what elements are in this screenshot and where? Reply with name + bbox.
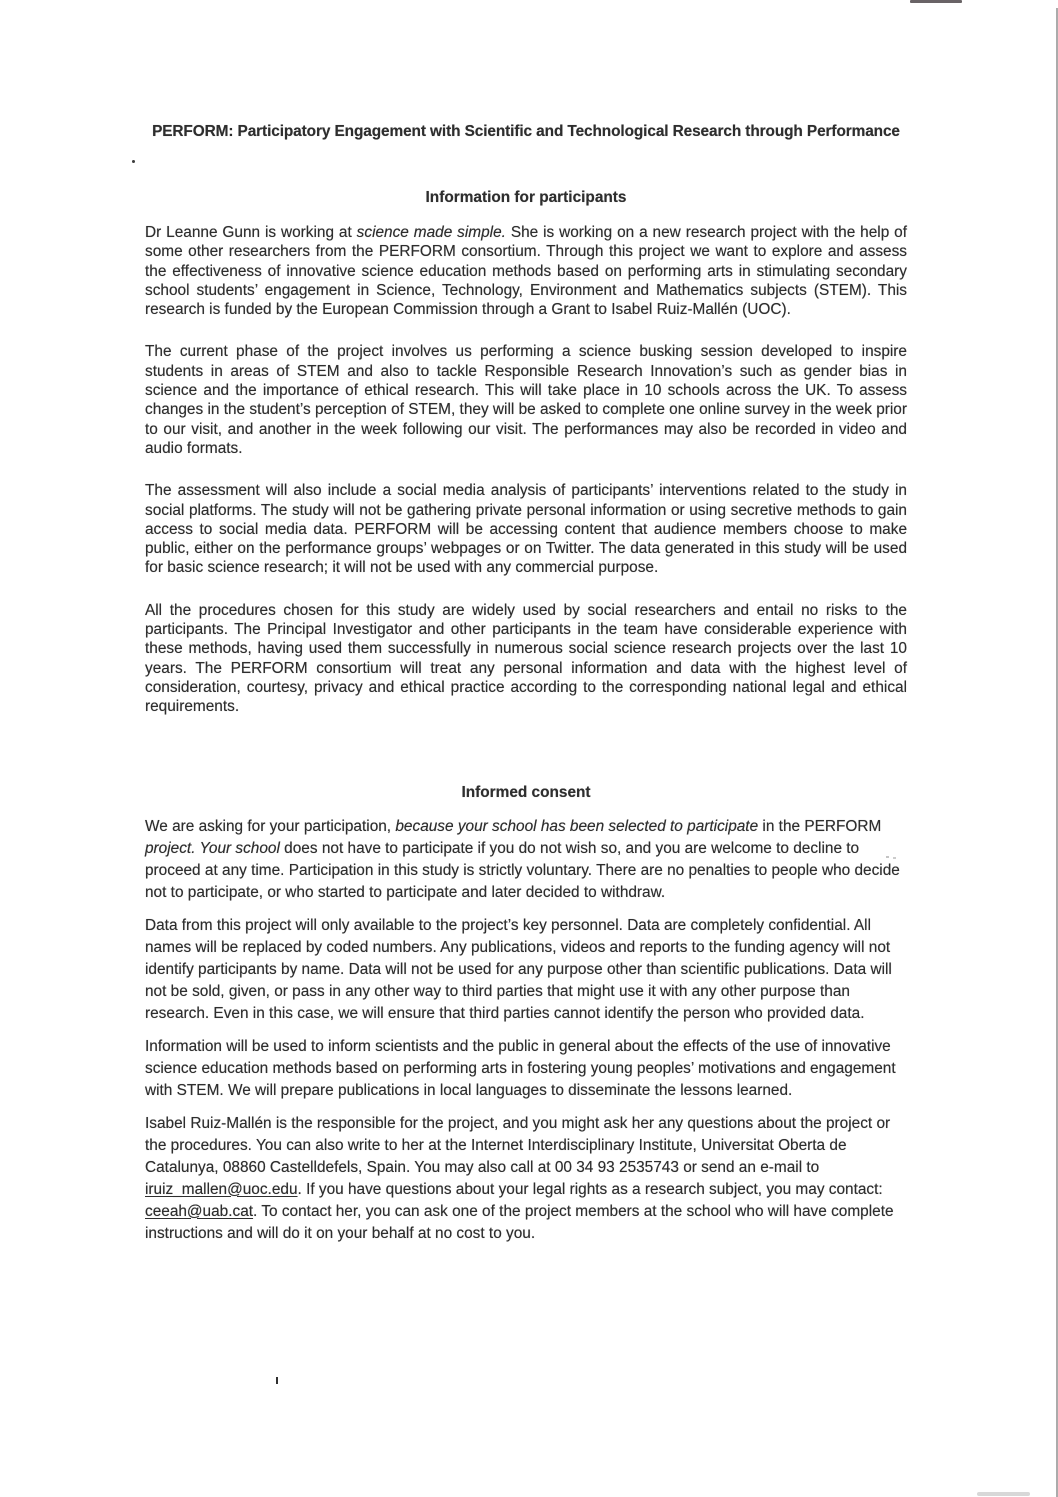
scan-artifact-bottom-smudge	[977, 1492, 1030, 1496]
text-run: . To contact her, you can ask one of the project members at the school who will have complete instructions and will do it on your behalf at no cost to you.	[145, 1202, 894, 1242]
text-run: . If you have questions about your legal rights as a research subject, you may contact:	[297, 1180, 883, 1198]
text-run: She is working on a new research project with the help of some other researchers from the PERFORM consortium. Through this project we want to explore and assess the effectiveness of innovative science education methods based on performing arts in stimulating secondary school students’ engagement in Science, Technology, Environment and Mathematics subjects (STEM). This research is funded by the European Commission through a Grant to Isabel Ruiz-Mallén (UOC).	[145, 224, 907, 319]
document-content	[145, 122, 907, 1256]
scan-artifact-stray-dot	[132, 160, 135, 163]
text-run: project. Your school	[145, 839, 280, 857]
paragraph-data-confidentiality	[145, 915, 907, 1025]
paragraph-participation-voluntary	[145, 816, 907, 904]
paragraph-contact-details	[145, 1113, 907, 1245]
paragraph-social-media-analysis	[145, 481, 907, 577]
text-run: The current phase of the project involves us performing a science busking session developed to inspire students in areas of STEM and also to tackle Responsible Research Innovation’s such as gender bias in science and the importance of ethical research. This will take place in 10 schools across the UK. To assess changes in the student’s perception of STEM, they will be asked to complete one online survey in the week prior to our visit, and another in the week following our visit. The performances may also be recorded in video and audio formats.	[145, 343, 907, 457]
scan-artifact-top-bar	[910, 0, 962, 3]
document-title: PERFORM: Participatory Engagement with Scientific and Technological Research through Performance	[152, 123, 900, 140]
text-run: because your school has been selected to participate	[395, 817, 759, 835]
section-informed-consent	[145, 783, 907, 1245]
section-heading-informed-consent: Informed consent	[461, 783, 591, 801]
paragraph-procedures-risks	[145, 601, 907, 717]
section-information-for-participants	[145, 188, 907, 717]
text-run: The assessment will also include a social media analysis of participants’ interventions related to the study in social platforms. The study will not be gathering private personal information or using secretive methods to gain access to social media data. PERFORM will be accessing content that audience members choose to make public, either on the performance groups’ webpages or on Twitter. The data generated in this study will be used for basic science research; it will not be used with any commercial purpose.	[145, 482, 907, 577]
text-run: Information will be used to inform scientists and the public in general about the effects of the use of innovative science education methods based on performing arts in fostering young peoples’ motivations and engagement with STEM. We will prepare publications in local languages to disseminate the lessons learned.	[145, 1037, 896, 1099]
text-run: science made simple.	[356, 224, 506, 241]
text-run: Dr Leanne Gunn is working at	[145, 224, 357, 241]
text-run: Isabel Ruiz-Mallén is the responsible for the project, and you might ask her any questions about the project or the procedures. You can also write to her at the Internet Interdisciplinary Institute, Universitat Oberta de Catalunya, 08860 Castelldefels, Spain. You may also call at 00 34 93 2535743 or send an e-mail to	[145, 1114, 891, 1176]
text-run: Data from this project will only available to the project’s key personnel. Data are completely confidential. All names will be replaced by coded numbers. Any publications, videos and reports to the funding agency will not identify participants by name. Data will not be used for any purpose other than scientific publications. Data will not be sold, given, or pass in any other way to third parties that might use it with any other purpose than research. Even in this case, we will ensure that third parties cannot identify the person who provided data.	[145, 916, 892, 1022]
scan-artifact-stray-tick	[276, 1377, 278, 1384]
section-heading-information: Information for participants	[425, 189, 627, 206]
paragraph-information-use	[145, 1036, 907, 1102]
text-run: does not have to participate if you do not wish so, and you are welcome to decline to proceed at any time. Participation in this study is strictly voluntary. There are no penalties to people who decide not to participate, or who started to participate and later decided to withdraw.	[145, 839, 900, 901]
text-run: in the PERFORM	[758, 817, 882, 835]
paragraph-current-phase	[145, 342, 907, 458]
text-run: iruiz_mallen@uoc.edu	[145, 1180, 298, 1198]
paragraph-project-intro	[145, 223, 907, 319]
text-run: We are asking for your participation,	[145, 817, 396, 835]
text-run: All the procedures chosen for this study are widely used by social researchers and entail no risks to the participants. The Principal Investigator and other participants in the team have considerable experience with these methods, having used them successfully in numerous social science research projects over the last 10 years. The PERFORM consortium will treat any personal information and data with the highest level of consideration, courtesy, privacy and ethical practice according to the corresponding national legal and ethical requirements.	[145, 601, 907, 716]
text-run: ceeah@uab.cat	[145, 1202, 254, 1220]
